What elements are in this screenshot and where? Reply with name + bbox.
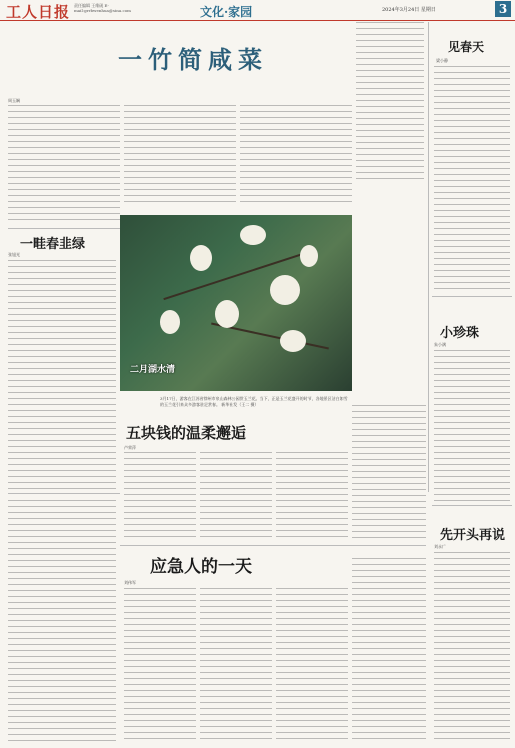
- page-number: 3: [495, 1, 511, 17]
- photo-badge: 二月湖水清: [130, 365, 176, 375]
- wukuai-article-col-4: [352, 405, 426, 540]
- zhenzhu-article-title: 小珍珠: [440, 326, 480, 341]
- section-divider: [8, 493, 120, 494]
- wukuai-article-author: 卢荣萍: [124, 445, 136, 450]
- section-divider: [8, 228, 120, 229]
- chun-article-title: 一畦春韭绿: [20, 237, 86, 252]
- issue-date: 2024年3月24日 星期日: [382, 7, 436, 13]
- section-divider: [432, 505, 512, 506]
- chun-article-continued: [8, 500, 116, 742]
- yingji-article-col-2: [200, 588, 272, 742]
- yingji-article-author: 刘伟军: [124, 580, 136, 585]
- chun-article-body: [8, 260, 116, 490]
- spring-article-author: 梁小静: [436, 58, 448, 63]
- wukuai-article-title: 五块钱的温柔邂逅: [126, 424, 247, 442]
- main-article-col-2: [124, 105, 236, 207]
- xiansheng-article-author: 刘永广: [434, 544, 446, 549]
- photo-caption-text: 3月17日，游客在江苏省徐州市泉山森林公园赏玉兰花。当下，正是玉兰花盛开的时节，各地景区洁白如雪的玉兰花引来众多游客驻足赏春。: [160, 396, 348, 407]
- zhenzhu-article-body: [434, 350, 510, 502]
- yingji-article-title: 应急人的一天: [150, 557, 252, 577]
- section-divider: [432, 296, 512, 297]
- main-article-col-1: [8, 105, 120, 225]
- main-article-author: 周玉娴: [8, 98, 20, 103]
- photo-caption: [160, 396, 350, 408]
- photo-credit: 新华社发（王二 摄）: [221, 402, 259, 407]
- main-article-col-3: [240, 105, 352, 207]
- section-title: 文化·家园: [200, 5, 253, 19]
- main-article-col-4: [356, 22, 424, 182]
- spring-article-body: [434, 66, 510, 292]
- chun-article-author: 张旭光: [8, 252, 20, 257]
- xiansheng-article-body: [434, 552, 510, 742]
- yingji-article-col-4: [352, 558, 426, 742]
- editor-info: 责任编辑 王维砚 E-mail:grrbwenhua@sina.com: [74, 3, 131, 13]
- main-article-title: 一竹简咸菜: [118, 45, 268, 74]
- yingji-article-col-3: [276, 588, 348, 742]
- yingji-article-col-1: [124, 588, 196, 742]
- newspaper-logo: 工人日报: [6, 3, 71, 21]
- column-divider: [428, 22, 429, 492]
- zhenzhu-article-author: 朱小满: [434, 342, 446, 347]
- wukuai-article-col-3: [276, 452, 348, 540]
- wukuai-article-col-1: [124, 452, 196, 540]
- wukuai-article-col-2: [200, 452, 272, 540]
- xiansheng-article-title: 先开头再说: [440, 528, 506, 543]
- spring-article-title: 见春天: [448, 40, 485, 54]
- section-divider: [120, 545, 426, 546]
